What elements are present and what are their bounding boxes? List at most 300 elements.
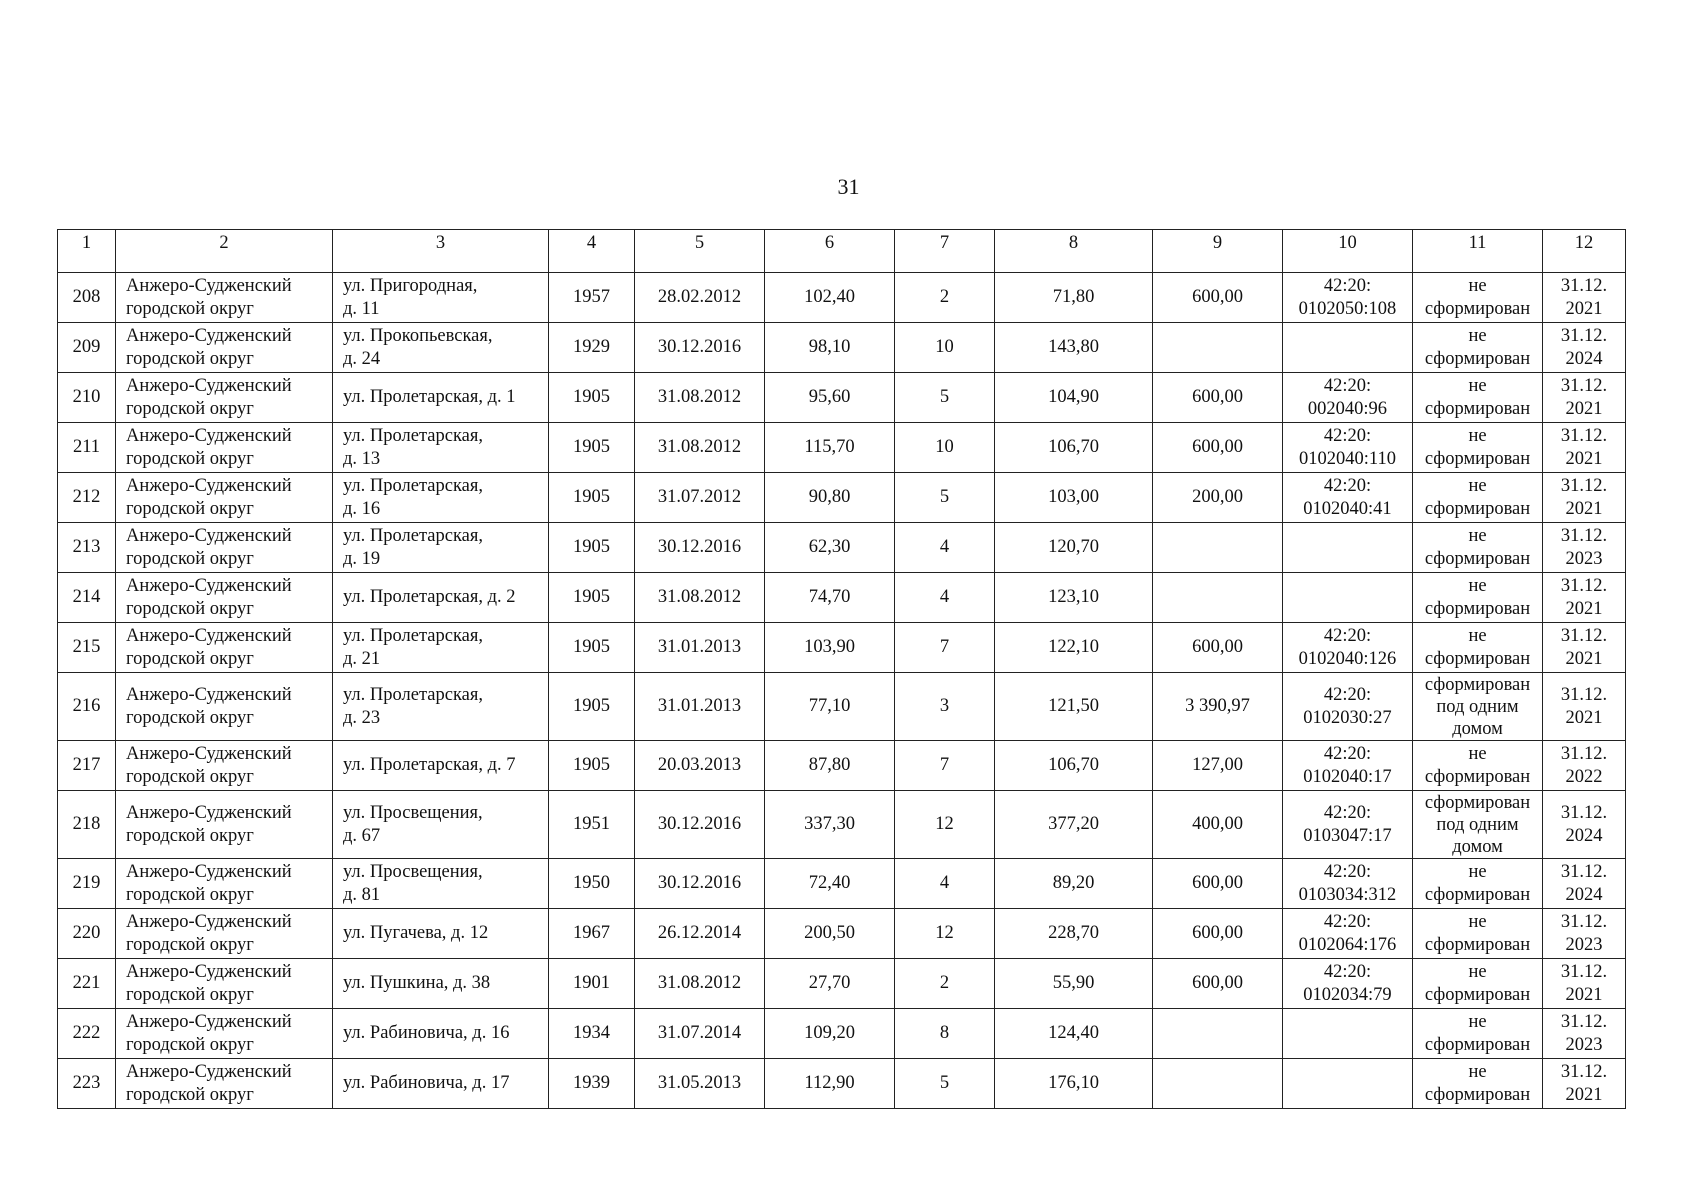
- table-row: [58, 523, 1626, 573]
- cell-line: 31.12.: [1560, 684, 1608, 705]
- cell-line: ул. Пролетарская,: [343, 684, 484, 705]
- cell-line: сформирован: [1424, 498, 1531, 519]
- table-row: [58, 323, 1626, 373]
- residents-count-cell: 5: [895, 373, 995, 423]
- residents-count-cell: 8: [895, 1009, 995, 1059]
- municipality-cell: [116, 859, 333, 909]
- land-area-cell: 600,00: [1153, 273, 1283, 323]
- date-cell: 31.08.2012: [635, 573, 765, 623]
- date-cell: 30.12.2016: [635, 859, 765, 909]
- land-area-cell: 127,00: [1153, 741, 1283, 791]
- address-cell: [333, 741, 549, 791]
- address-cell: [333, 523, 549, 573]
- living-area-cell: 120,70: [995, 523, 1153, 573]
- cell-line: 2021: [1565, 398, 1603, 419]
- cell-line: не: [1468, 475, 1487, 496]
- total-area-cell: 112,90: [765, 1059, 895, 1109]
- deadline-cell: [1543, 859, 1626, 909]
- total-area-cell: 90,80: [765, 473, 895, 523]
- deadline-cell: [1543, 909, 1626, 959]
- total-area-cell: 62,30: [765, 523, 895, 573]
- cell-line: 42:20:: [1323, 961, 1372, 982]
- living-area-cell: 55,90: [995, 959, 1153, 1009]
- land-status-cell: [1413, 623, 1543, 673]
- residents-count-cell: 2: [895, 959, 995, 1009]
- cell-line: 31.12.: [1560, 743, 1608, 764]
- year-built-cell: 1901: [549, 959, 635, 1009]
- date-cell: 26.12.2014: [635, 909, 765, 959]
- deadline-cell: [1543, 573, 1626, 623]
- date-cell: 31.07.2014: [635, 1009, 765, 1059]
- cell-line: ул. Пролетарская,: [343, 425, 484, 446]
- cell-line: 2023: [1565, 934, 1603, 955]
- land-status-cell: [1413, 959, 1543, 1009]
- living-area-cell: 106,70: [995, 741, 1153, 791]
- land-status-cell: [1413, 323, 1543, 373]
- date-cell: 31.01.2013: [635, 623, 765, 673]
- cell-line: 31.12.: [1560, 961, 1608, 982]
- date-cell: 31.08.2012: [635, 373, 765, 423]
- cell-line: 2021: [1565, 1084, 1603, 1105]
- cell-line: ул. Просвещения,: [343, 861, 483, 882]
- cell-line: не: [1468, 375, 1487, 396]
- row-number-cell: 214: [58, 573, 116, 623]
- cell-line: 0103034:312: [1298, 884, 1397, 905]
- living-area-cell: 71,80: [995, 273, 1153, 323]
- row-number-cell: 220: [58, 909, 116, 959]
- cell-line: не: [1468, 625, 1487, 646]
- date-cell: 30.12.2016: [635, 791, 765, 859]
- deadline-cell: [1543, 959, 1626, 1009]
- municipality-cell: [116, 1009, 333, 1059]
- cadastral-number-cell: [1283, 959, 1413, 1009]
- row-number-cell: 221: [58, 959, 116, 1009]
- year-built-cell: 1905: [549, 623, 635, 673]
- deadline-cell: [1543, 473, 1626, 523]
- table-row: [58, 909, 1626, 959]
- year-built-cell: 1905: [549, 523, 635, 573]
- cell-line: городской округ: [126, 448, 254, 469]
- living-area-cell: 121,50: [995, 673, 1153, 741]
- year-built-cell: 1905: [549, 741, 635, 791]
- land-status-cell: [1413, 791, 1543, 859]
- deadline-cell: [1543, 273, 1626, 323]
- land-area-cell: [1153, 323, 1283, 373]
- cell-line: городской округ: [126, 825, 254, 846]
- cell-line: Анжеро-Судженский: [126, 961, 292, 982]
- land-status-cell: [1413, 909, 1543, 959]
- cell-line: ул. Пушкина, д. 38: [343, 973, 491, 993]
- cell-line: 2024: [1565, 348, 1603, 369]
- cell-line: 2021: [1565, 648, 1603, 669]
- land-status-cell: [1413, 859, 1543, 909]
- cell-line: 31.12.: [1560, 375, 1608, 396]
- cadastral-number-cell: [1283, 859, 1413, 909]
- deadline-cell: [1543, 791, 1626, 859]
- address-cell: [333, 623, 549, 673]
- deadline-cell: [1543, 423, 1626, 473]
- cell-line: 31.12.: [1560, 625, 1608, 646]
- cell-line: 42:20:: [1323, 684, 1372, 705]
- residents-count-cell: 4: [895, 523, 995, 573]
- living-area-cell: 176,10: [995, 1059, 1153, 1109]
- table-row: [58, 1059, 1626, 1109]
- cell-line: д. 19: [343, 548, 381, 569]
- cadastral-number-cell: [1283, 573, 1413, 623]
- table-row: [58, 423, 1626, 473]
- cadastral-number-cell: [1283, 423, 1413, 473]
- total-area-cell: 72,40: [765, 859, 895, 909]
- cell-line: сформирован: [1424, 548, 1531, 569]
- address-cell: [333, 373, 549, 423]
- cell-line: Анжеро-Судженский: [126, 1061, 292, 1082]
- cell-line: 0102034:79: [1303, 984, 1392, 1005]
- cell-line: 0102050:108: [1298, 298, 1397, 319]
- cadastral-number-cell: [1283, 473, 1413, 523]
- table-row: [58, 791, 1626, 859]
- cell-line: д. 21: [343, 648, 381, 669]
- cell-line: сформирован: [1424, 884, 1531, 905]
- total-area-cell: 103,90: [765, 623, 895, 673]
- cell-line: не: [1468, 911, 1487, 932]
- living-area-cell: 143,80: [995, 323, 1153, 373]
- total-area-cell: 27,70: [765, 959, 895, 1009]
- cell-line: 2021: [1565, 448, 1603, 469]
- address-cell: [333, 273, 549, 323]
- address-cell: [333, 859, 549, 909]
- cell-line: 2021: [1565, 298, 1603, 319]
- municipality-cell: [116, 1059, 333, 1109]
- living-area-cell: 377,20: [995, 791, 1153, 859]
- address-cell: [333, 1059, 549, 1109]
- cell-line: городской округ: [126, 598, 254, 619]
- date-cell: 30.12.2016: [635, 323, 765, 373]
- total-area-cell: 87,80: [765, 741, 895, 791]
- living-area-cell: 124,40: [995, 1009, 1153, 1059]
- table-row: [58, 1009, 1626, 1059]
- cell-line: 31.12.: [1560, 575, 1608, 596]
- cell-line: 31.12.: [1560, 275, 1608, 296]
- address-cell: [333, 791, 549, 859]
- cadastral-number-cell: [1283, 791, 1413, 859]
- land-status-cell: [1413, 1009, 1543, 1059]
- cell-line: 2021: [1565, 498, 1603, 519]
- land-area-cell: 600,00: [1153, 909, 1283, 959]
- cadastral-number-cell: [1283, 741, 1413, 791]
- cell-line: д. 81: [343, 884, 381, 905]
- column-header-8: 8: [995, 230, 1153, 273]
- cell-line: сформирован: [1424, 648, 1531, 669]
- address-cell: [333, 673, 549, 741]
- cell-line: д. 16: [343, 498, 381, 519]
- date-cell: 31.05.2013: [635, 1059, 765, 1109]
- cell-line: Анжеро-Судженский: [126, 625, 292, 646]
- total-area-cell: 200,50: [765, 909, 895, 959]
- cell-line: ул. Рабиновича, д. 16: [343, 1023, 510, 1043]
- land-status-cell: [1413, 473, 1543, 523]
- column-header-3: 3: [333, 230, 549, 273]
- cell-line: 0102040:110: [1299, 448, 1396, 469]
- cell-line: 0102064:176: [1298, 934, 1397, 955]
- cell-line: 0103047:17: [1303, 825, 1392, 846]
- column-header-2: 2: [116, 230, 333, 273]
- cadastral-number-cell: [1283, 273, 1413, 323]
- cell-line: домом: [1452, 718, 1503, 739]
- land-status-cell: [1413, 373, 1543, 423]
- deadline-cell: [1543, 1059, 1626, 1109]
- land-area-cell: 600,00: [1153, 623, 1283, 673]
- year-built-cell: 1967: [549, 909, 635, 959]
- living-area-cell: 122,10: [995, 623, 1153, 673]
- date-cell: 31.07.2012: [635, 473, 765, 523]
- total-area-cell: 109,20: [765, 1009, 895, 1059]
- cell-line: 42:20:: [1323, 475, 1372, 496]
- cell-line: городской округ: [126, 348, 254, 369]
- date-cell: 30.12.2016: [635, 523, 765, 573]
- cell-line: 2024: [1565, 825, 1603, 846]
- residents-count-cell: 2: [895, 273, 995, 323]
- cell-line: ул. Просвещения,: [343, 802, 483, 823]
- cell-line: 31.12.: [1560, 1061, 1608, 1082]
- cell-line: ул. Пролетарская, д. 1: [343, 387, 516, 407]
- municipality-cell: [116, 741, 333, 791]
- cell-line: 0102040:41: [1303, 498, 1392, 519]
- cell-line: 2023: [1565, 548, 1603, 569]
- deadline-cell: [1543, 373, 1626, 423]
- cell-line: Анжеро-Судженский: [126, 275, 292, 296]
- municipality-cell: [116, 523, 333, 573]
- date-cell: 20.03.2013: [635, 741, 765, 791]
- cell-line: д. 67: [343, 825, 381, 846]
- cell-line: Анжеро-Судженский: [126, 802, 292, 823]
- total-area-cell: 95,60: [765, 373, 895, 423]
- municipality-cell: [116, 573, 333, 623]
- cell-line: 42:20:: [1323, 625, 1372, 646]
- cell-line: городской округ: [126, 398, 254, 419]
- cell-line: сформирован: [1424, 1034, 1531, 1055]
- address-cell: [333, 959, 549, 1009]
- cell-line: городской округ: [126, 766, 254, 787]
- year-built-cell: 1950: [549, 859, 635, 909]
- address-cell: [333, 909, 549, 959]
- cell-line: сформирован: [1424, 792, 1531, 813]
- cell-line: не: [1468, 525, 1487, 546]
- residents-count-cell: 3: [895, 673, 995, 741]
- cell-line: 2021: [1565, 984, 1603, 1005]
- cell-line: ул. Пригородная,: [343, 275, 478, 296]
- cell-line: д. 11: [343, 298, 380, 319]
- address-cell: [333, 423, 549, 473]
- cell-line: д. 24: [343, 348, 381, 369]
- total-area-cell: 77,10: [765, 673, 895, 741]
- cell-line: 31.12.: [1560, 525, 1608, 546]
- cell-line: Анжеро-Судженский: [126, 525, 292, 546]
- residents-count-cell: 5: [895, 1059, 995, 1109]
- cell-line: не: [1468, 861, 1487, 882]
- residents-count-cell: 10: [895, 423, 995, 473]
- municipality-cell: [116, 373, 333, 423]
- cell-line: д. 13: [343, 448, 381, 469]
- residents-count-cell: 4: [895, 573, 995, 623]
- deadline-cell: [1543, 741, 1626, 791]
- year-built-cell: 1929: [549, 323, 635, 373]
- total-area-cell: 102,40: [765, 273, 895, 323]
- cell-line: 31.12.: [1560, 1011, 1608, 1032]
- total-area-cell: 115,70: [765, 423, 895, 473]
- table-row: [58, 623, 1626, 673]
- cell-line: Анжеро-Судженский: [126, 475, 292, 496]
- table-row: [58, 573, 1626, 623]
- cell-line: ул. Рабиновича, д. 17: [343, 1073, 510, 1093]
- row-number-cell: 216: [58, 673, 116, 741]
- municipality-cell: [116, 323, 333, 373]
- cell-line: не: [1468, 325, 1487, 346]
- residents-count-cell: 7: [895, 623, 995, 673]
- date-cell: 31.08.2012: [635, 423, 765, 473]
- row-number-cell: 208: [58, 273, 116, 323]
- date-cell: 28.02.2012: [635, 273, 765, 323]
- cell-line: Анжеро-Судженский: [126, 425, 292, 446]
- cell-line: ул. Прокопьевская,: [343, 325, 493, 346]
- cadastral-number-cell: [1283, 323, 1413, 373]
- cell-line: сформирован: [1424, 1084, 1531, 1105]
- land-status-cell: [1413, 273, 1543, 323]
- row-number-cell: 219: [58, 859, 116, 909]
- municipality-cell: [116, 791, 333, 859]
- cadastral-number-cell: [1283, 623, 1413, 673]
- cell-line: под одним: [1436, 814, 1519, 835]
- cell-line: Анжеро-Судженский: [126, 743, 292, 764]
- cell-line: 0102040:126: [1298, 648, 1397, 669]
- cell-line: сформирован: [1424, 348, 1531, 369]
- cell-line: ул. Пролетарская, д. 7: [343, 755, 516, 775]
- year-built-cell: 1905: [549, 373, 635, 423]
- cell-line: ул. Пролетарская,: [343, 625, 484, 646]
- column-number-row: [58, 230, 1626, 273]
- cadastral-number-cell: [1283, 1009, 1413, 1059]
- row-number-cell: 209: [58, 323, 116, 373]
- residents-count-cell: 10: [895, 323, 995, 373]
- municipality-cell: [116, 273, 333, 323]
- residents-count-cell: 5: [895, 473, 995, 523]
- row-number-cell: 217: [58, 741, 116, 791]
- land-area-cell: 600,00: [1153, 859, 1283, 909]
- cell-line: сформирован: [1424, 766, 1531, 787]
- cell-line: 42:20:: [1323, 375, 1372, 396]
- cell-line: не: [1468, 961, 1487, 982]
- cell-line: 002040:96: [1307, 398, 1388, 419]
- land-area-cell: [1153, 523, 1283, 573]
- row-number-cell: 223: [58, 1059, 116, 1109]
- land-area-cell: 200,00: [1153, 473, 1283, 523]
- land-status-cell: [1413, 523, 1543, 573]
- cell-line: Анжеро-Судженский: [126, 684, 292, 705]
- date-cell: 31.01.2013: [635, 673, 765, 741]
- land-status-cell: [1413, 741, 1543, 791]
- cell-line: 31.12.: [1560, 861, 1608, 882]
- municipality-cell: [116, 909, 333, 959]
- cell-line: сформирован: [1424, 598, 1531, 619]
- cell-line: городской округ: [126, 1084, 254, 1105]
- total-area-cell: 74,70: [765, 573, 895, 623]
- row-number-cell: 222: [58, 1009, 116, 1059]
- cell-line: 42:20:: [1323, 802, 1372, 823]
- row-number-cell: 215: [58, 623, 116, 673]
- land-status-cell: [1413, 573, 1543, 623]
- date-cell: 31.08.2012: [635, 959, 765, 1009]
- cell-line: городской округ: [126, 1034, 254, 1055]
- cell-line: сформирован: [1424, 984, 1531, 1005]
- cell-line: городской округ: [126, 884, 254, 905]
- cell-line: не: [1468, 425, 1487, 446]
- cell-line: под одним: [1436, 696, 1519, 717]
- column-header-9: 9: [1153, 230, 1283, 273]
- cell-line: сформирован: [1424, 298, 1531, 319]
- cell-line: Анжеро-Судженский: [126, 325, 292, 346]
- cell-line: не: [1468, 743, 1487, 764]
- cell-line: сформирован: [1424, 674, 1531, 695]
- living-area-cell: 123,10: [995, 573, 1153, 623]
- address-cell: [333, 573, 549, 623]
- land-area-cell: [1153, 1009, 1283, 1059]
- cell-line: ул. Пролетарская,: [343, 475, 484, 496]
- cell-line: 2022: [1565, 766, 1603, 787]
- cell-line: ул. Пролетарская,: [343, 525, 484, 546]
- table-row: [58, 673, 1626, 741]
- address-cell: [333, 323, 549, 373]
- cell-line: 31.12.: [1560, 911, 1608, 932]
- land-status-cell: [1413, 423, 1543, 473]
- land-status-cell: [1413, 1059, 1543, 1109]
- living-area-cell: 103,00: [995, 473, 1153, 523]
- table-row: [58, 473, 1626, 523]
- cell-line: 2024: [1565, 884, 1603, 905]
- cell-line: сформирован: [1424, 934, 1531, 955]
- cell-line: не: [1468, 1061, 1487, 1082]
- cell-line: д. 23: [343, 707, 381, 728]
- column-header-6: 6: [765, 230, 895, 273]
- column-header-12: 12: [1543, 230, 1626, 273]
- cell-line: домом: [1452, 836, 1503, 857]
- cadastral-number-cell: [1283, 909, 1413, 959]
- cell-line: ул. Пугачева, д. 12: [343, 923, 489, 943]
- cell-line: сформирован: [1424, 448, 1531, 469]
- housing-registry-table: [57, 229, 1626, 1109]
- cell-line: 2021: [1565, 707, 1603, 728]
- year-built-cell: 1905: [549, 573, 635, 623]
- cell-line: 31.12.: [1560, 425, 1608, 446]
- table-row: [58, 959, 1626, 1009]
- page-number: 31: [837, 174, 860, 199]
- cell-line: 42:20:: [1323, 275, 1372, 296]
- cadastral-number-cell: [1283, 373, 1413, 423]
- year-built-cell: 1905: [549, 473, 635, 523]
- residents-count-cell: 12: [895, 791, 995, 859]
- cell-line: городской округ: [126, 648, 254, 669]
- cell-line: городской округ: [126, 548, 254, 569]
- cell-line: Анжеро-Судженский: [126, 575, 292, 596]
- deadline-cell: [1543, 1009, 1626, 1059]
- table-row: [58, 373, 1626, 423]
- cell-line: 0102040:17: [1303, 766, 1392, 787]
- land-area-cell: 600,00: [1153, 959, 1283, 1009]
- cell-line: городской округ: [126, 498, 254, 519]
- cadastral-number-cell: [1283, 673, 1413, 741]
- cell-line: 42:20:: [1323, 743, 1372, 764]
- cell-line: ул. Пролетарская, д. 2: [343, 587, 516, 607]
- cell-line: сформирован: [1424, 398, 1531, 419]
- total-area-cell: 98,10: [765, 323, 895, 373]
